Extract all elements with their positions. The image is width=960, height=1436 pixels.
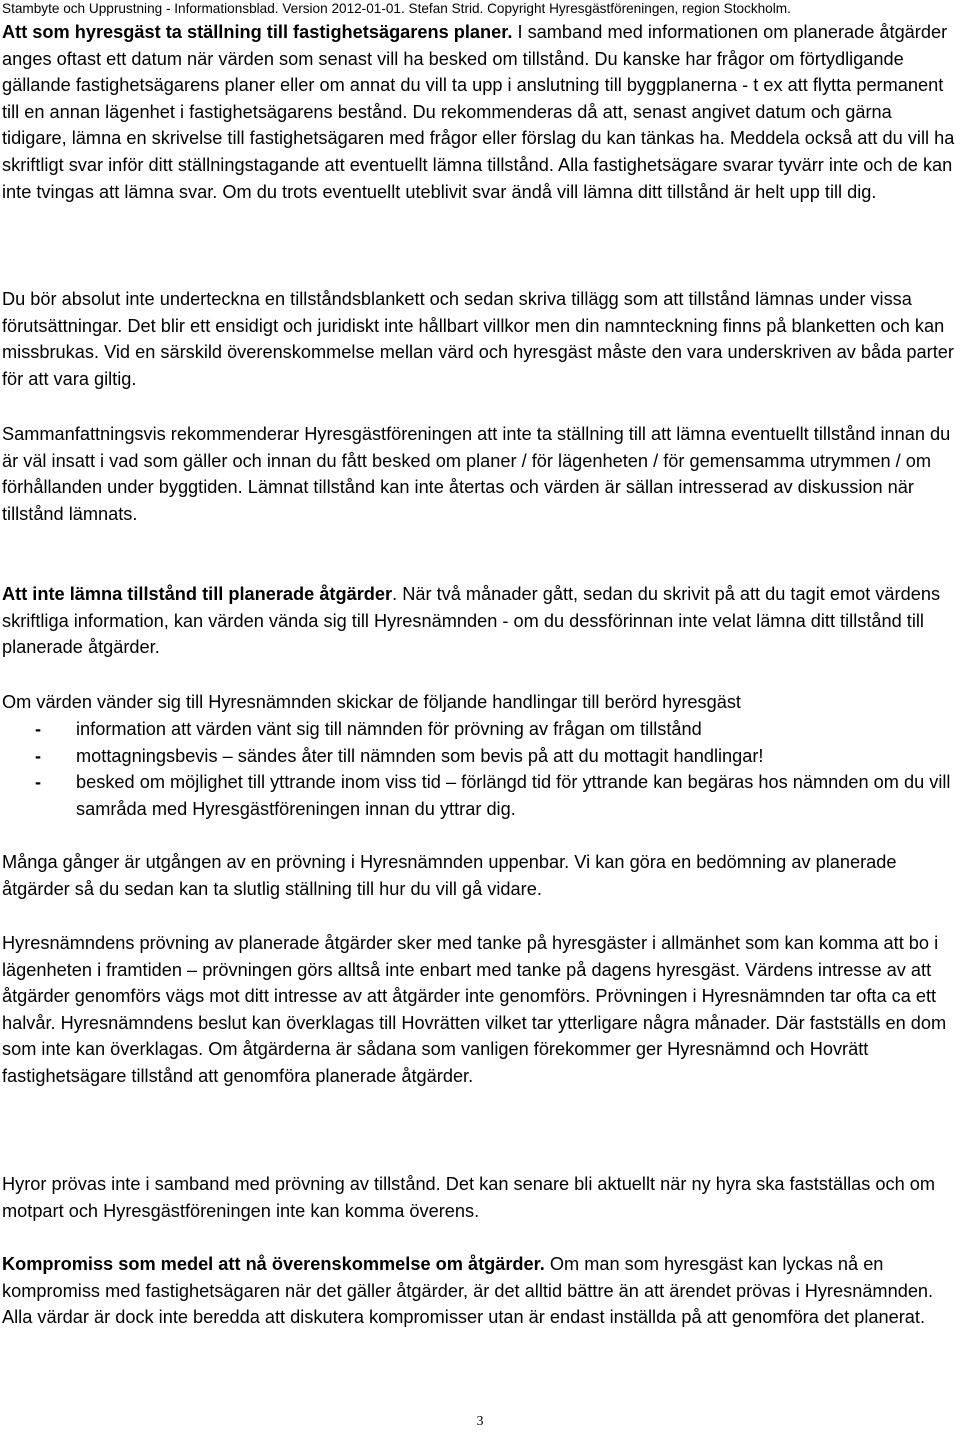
list-item-text: besked om möjlighet till yttrande inom viss tid – förlängd tid för yttrande kan begäras hos nämnden om du vill samråda med Hyresgästföreningen innan du yttrar dig. bbox=[76, 772, 951, 819]
list-bullet: - bbox=[35, 745, 42, 766]
paragraph-kompromiss bbox=[2, 1251, 956, 1331]
paragraph-ta-stallning bbox=[2, 19, 956, 205]
paragraph-sammanfattning: Sammanfattningsvis rekommenderar Hyresgästföreningen att inte ta ställning till att lämna eventuellt tillstånd innan du är väl insatt i vad som gäller och innan du fått besked om planer / för lägenheten / för gemensamma utrymmen / om förhållanden under byggtiden. Lämnat tillstånd kan inte återtas och värden är sällan intresserad av diskussion när tillstånd lämnats. bbox=[2, 424, 951, 524]
list-item bbox=[2, 743, 956, 770]
paragraph-provning: Hyresnämndens prövning av planerade åtgärder sker med tanke på hyresgäster i allmänhet som kan komma att bo i lägenheten i framtiden – prövningen görs alltså inte enbart med tanke på dagens hyresgäst. Värdens intresse av att åtgärder genomförs vägs mot ditt intresse av att åtgärder inte genomförs. Prövningen i Hyresnämnden tar ofta ca ett halvår. Hyresnämndens beslut kan överklagas till Hovrätten vilket tar ytterligare några månader. Där fastställs en dom som inte kan överklagas. Om åtgärderna är sådana som vanligen förekommer ger Hyresnämnd och Hovrätt fastighetsägare tillstånd att genomföra planerade åtgärder. bbox=[2, 933, 947, 1086]
paragraph-underteckna: Du bör absolut inte underteckna en tillståndsblankett och sedan skriva tillägg som att tillstånd lämnas under vissa förutsättningar. Det blir ett ensidigt och juridiskt inte hållbart villkor men din namnteckning finns på blanketten och kan missbrukas. Vid en särskild överenskommelse mellan värd och hyresgäst måste den vara underskriven av båda parter för att vara giltig. bbox=[2, 289, 954, 389]
paragraph-body: I samband med informationen om planerade åtgärder anges oftast ett datum när värden som senast vill ha besked om tillstånd. Du kanske har frågor om förtydligande gällande fastighetsägarens planer eller om annat du vill ta upp i anslutning till byggplanerna - t ex att flytta permanent till en annan lägenhet i fastighetsägarens bestånd. Du rekommenderas då att, senast angivet datum och gärna tidigare, lämna en skrivelse till fastighetsägaren med frågor eller förslag du kan tänkas ha. Meddela också att du vill ha skriftligt svar inför ditt ställningstagande att eventuellt lämna tillstånd. Alla fastighetsägare svarar tyvärr inte och de kan inte tvingas att lämna svar. Om du trots eventuellt uteblivit svar ändå vill lämna ditt tillstånd är helt upp till dig. bbox=[2, 22, 955, 202]
list-item-text: information att värden vänt sig till nämnden för prövning av frågan om tillstånd bbox=[76, 719, 702, 739]
handlingar-list bbox=[2, 716, 956, 822]
paragraph-hyror: Hyror prövas inte i samband med prövning av tillstånd. Det kan senare bli aktuellt när ny hyra ska fastställas och om motpart och Hyresgästföreningen inte kan komma överens. bbox=[2, 1174, 936, 1221]
list-bullet: - bbox=[35, 772, 42, 793]
list-item bbox=[2, 769, 956, 822]
paragraph-utgang: Många gånger är utgången av en prövning i Hyresnämnden uppenbar. Vi kan göra en bedömning av planerade åtgärder så du sedan kan ta slutlig ställning till hur du vill gå vidare. bbox=[2, 852, 897, 899]
list-item bbox=[2, 716, 956, 743]
paragraph-hyresnamnden-handlingar: Om värden vänder sig till Hyresnämnden skickar de följande handlingar till berörd hyresgäst bbox=[2, 692, 741, 712]
running-header: Stambyte och Upprustning - Informationsblad. Version 2012-01-01. Stefan Strid. Copyright Hyresgästföreningen, region Stockholm. bbox=[2, 1, 791, 16]
paragraph-heading: Att inte lämna tillstånd till planerade åtgärder bbox=[2, 584, 393, 604]
paragraph-heading: Kompromiss som medel att nå överenskommelse om åtgärder. bbox=[2, 1254, 545, 1274]
list-bullet: - bbox=[35, 719, 42, 739]
page-number: 3 bbox=[476, 1414, 484, 1429]
paragraph-body: . När två månader gått, sedan du skrivit på att du tagit emot värdens skriftliga information, kan värden vända sig till Hyresnämnden - om du dessförinnan inte velat lämna ditt tillstånd till planerade åtgärder. bbox=[2, 584, 941, 658]
paragraph-body: Om man som hyresgäst kan lyckas nå en kompromiss med fastighetsägaren när det gäller åtgärder, är det alltid bättre än att ärendet prövas i Hyresnämnden. Alla värdar är dock inte beredda att diskutera kompromisser utan är endast inställda på att genomföra det planerat. bbox=[2, 1254, 934, 1328]
paragraph-heading: Att som hyresgäst ta ställning till fastighetsägarens planer. bbox=[2, 22, 513, 42]
paragraph-inte-lamna-tillstand bbox=[2, 581, 956, 661]
list-item-text: mottagningsbevis – sändes åter till nämnden som bevis på att du mottagit handlingar! bbox=[76, 745, 764, 766]
